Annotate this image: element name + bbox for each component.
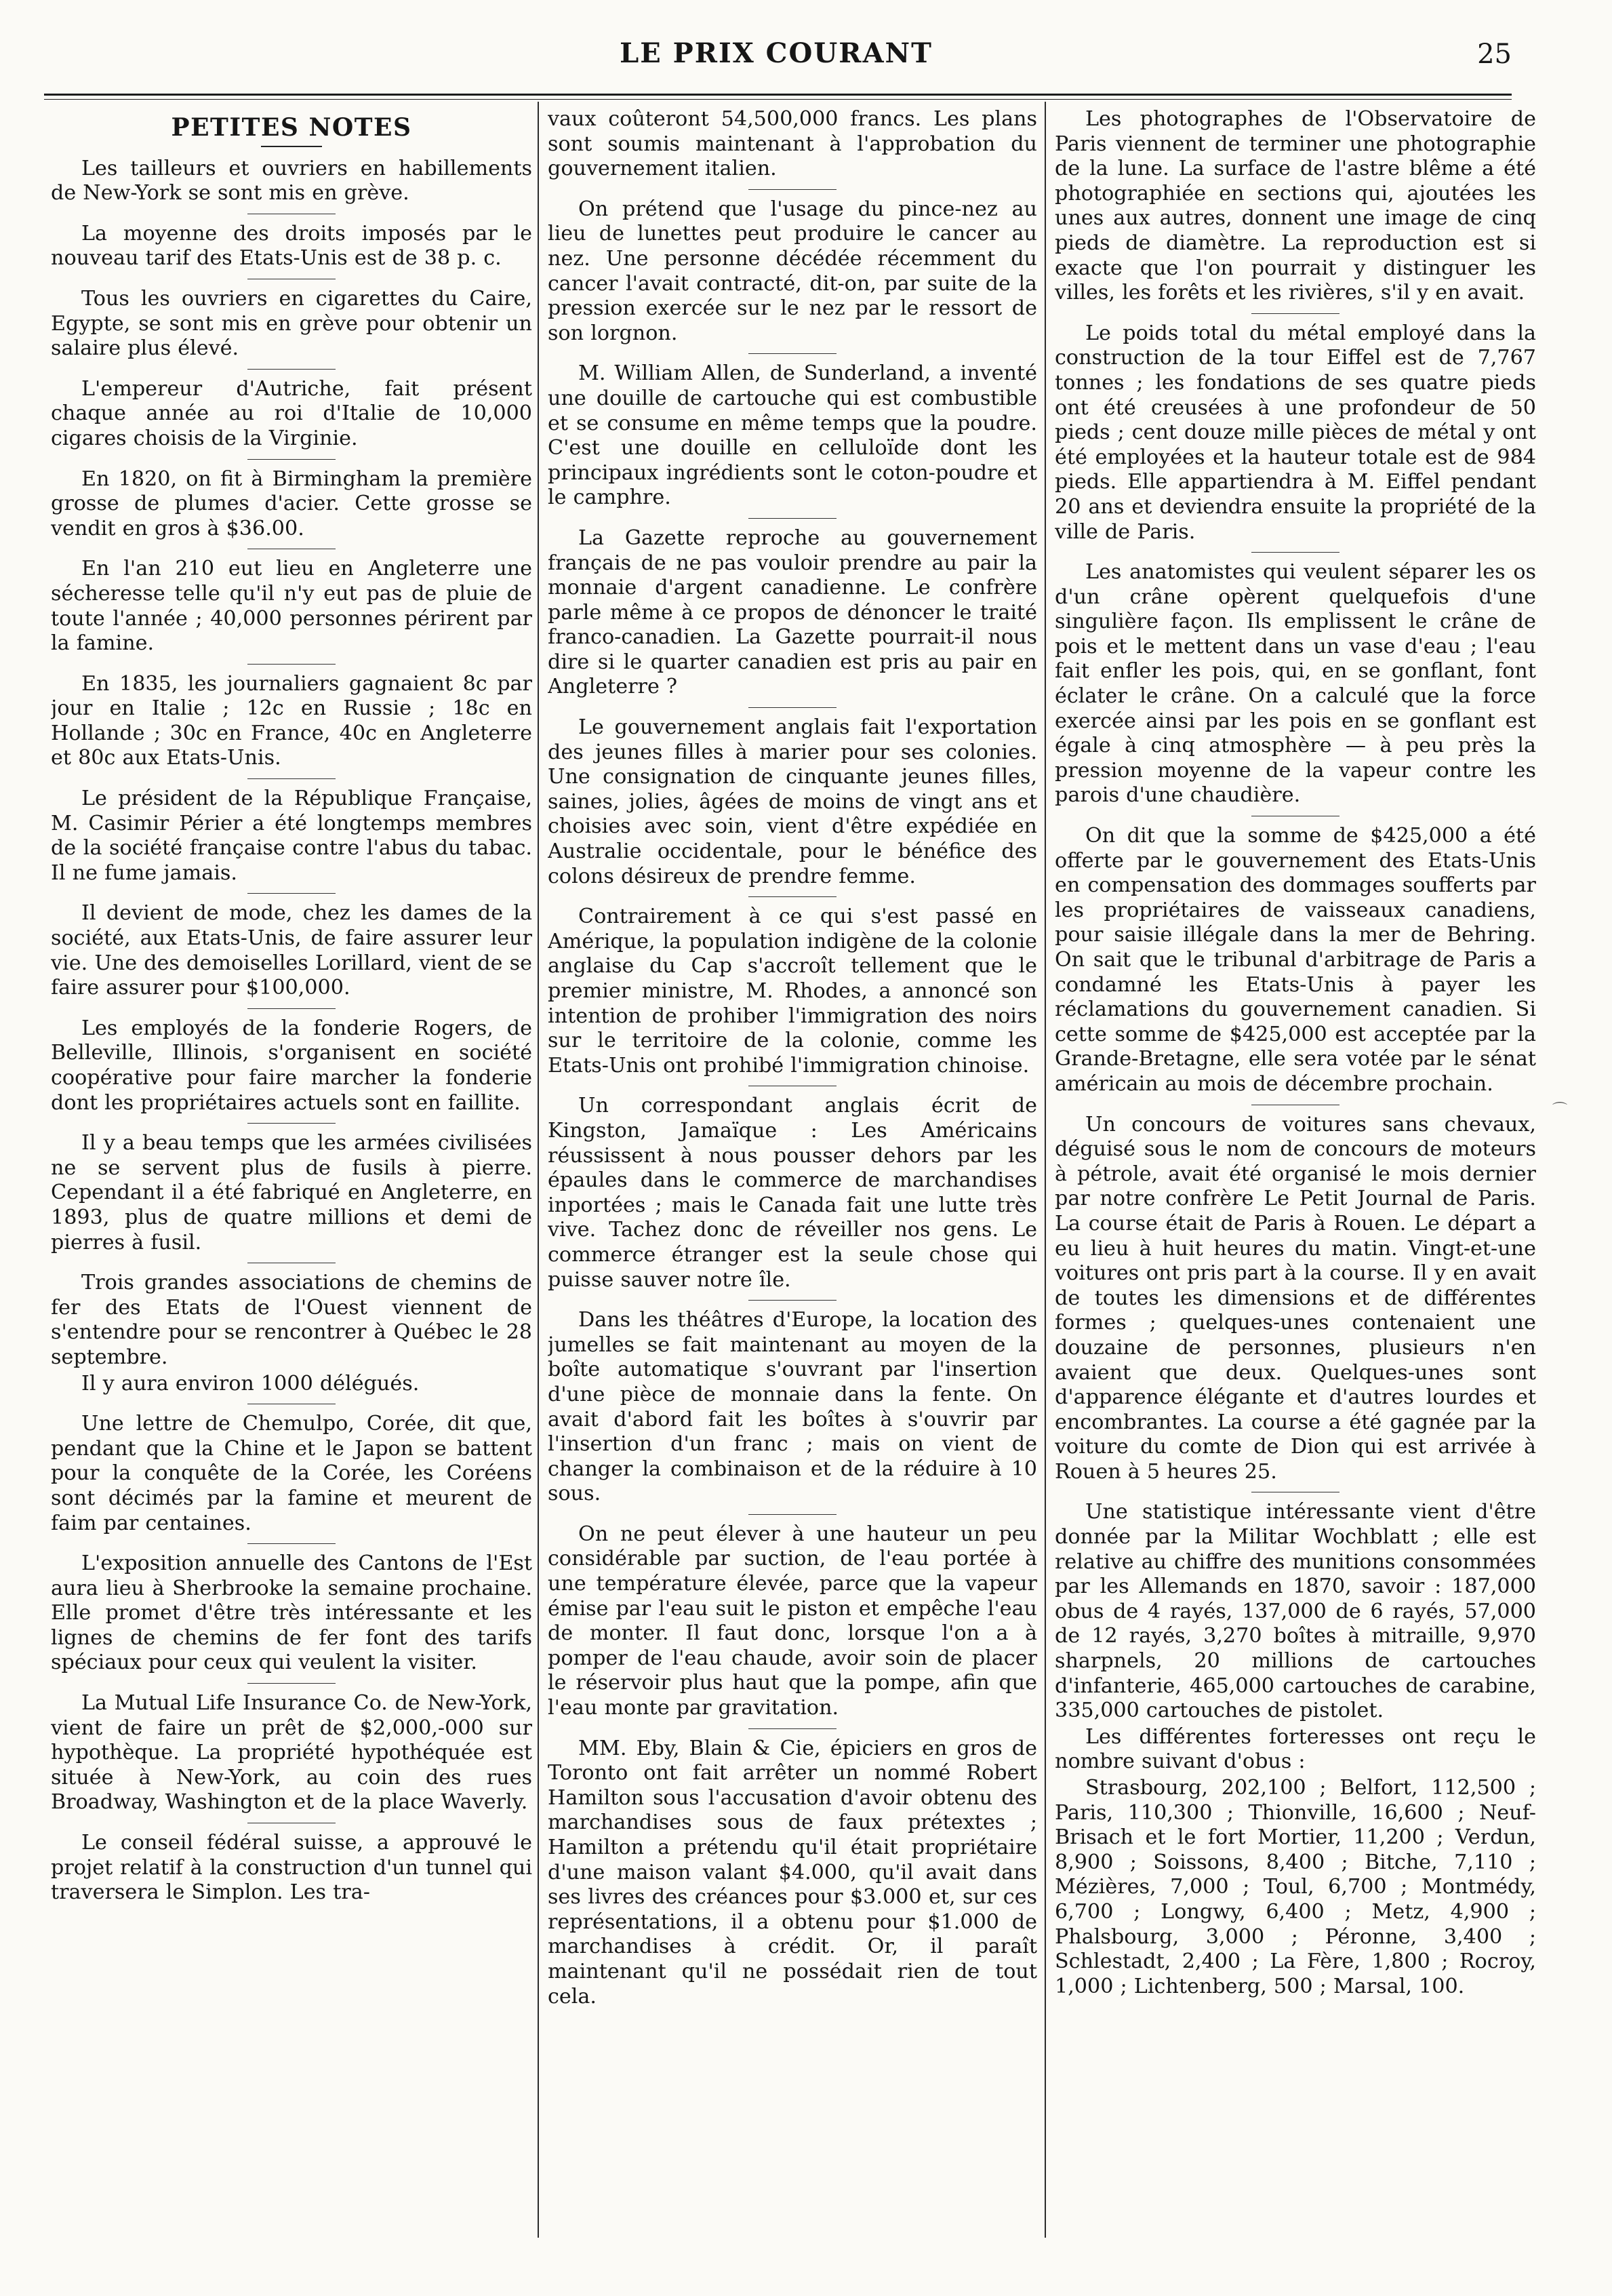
news-item-paragraph: Il devient de mode, chez les dames de la société, aux Etats-Unis, de faire assurer leur vie. Une des demoiselles Lorillard, vient de se faire assurer pour $100,000. <box>51 901 532 1000</box>
news-item-paragraph: Le conseil fédéral suisse, a approuvé le projet relatif à la construction d'un tunnel qui traversera le Simplon. Les tra- <box>51 1831 532 1905</box>
news-item-paragraph: La moyenne des droits imposés par le nouveau tarif des Etats-Unis est de 38 p. c. <box>51 221 532 271</box>
column-2 <box>548 107 1037 2243</box>
news-item <box>1055 321 1536 545</box>
news-item <box>548 1308 1037 1507</box>
news-item <box>548 107 1037 182</box>
news-item <box>51 672 532 771</box>
page-number: 25 <box>1477 39 1512 70</box>
header-rule-thin <box>44 99 1512 100</box>
news-item <box>548 715 1037 889</box>
news-item-paragraph: On ne peut élever à une hauteur un peu considérable par suction, de l'eau portée à une température élevée, parce que la vapeur émise par l'eau suit le piston et empêche l'eau de monter. Il faut donc, lorsque l'on a à pomper de l'eau chaude, avoir soin de placer le réservoir plus haut que la pompe, afin que l'eau monte par gravitation. <box>548 1522 1037 1720</box>
news-item <box>548 361 1037 511</box>
news-item <box>51 1831 532 1905</box>
item-separator <box>748 1728 837 1729</box>
news-item-paragraph: La Mutual Life Insurance Co. de New-York, vient de faire un prêt de $2,000,-000 sur hypothèque. La propriété hypothéquée est située à New-York, au coin des rues Broadway, Washington et de la place Waverly. <box>51 1691 532 1815</box>
column-3-items <box>1055 107 1536 1999</box>
item-separator <box>1251 552 1339 553</box>
news-item <box>51 1691 532 1815</box>
column-3 <box>1055 107 1536 2243</box>
news-item <box>548 1522 1037 1721</box>
news-item-paragraph: Un concours de voitures sans chevaux, déguisé sous le nom de concours de moteurs à pétrole, avait été organisé le mois dernier par notre confrère Le Petit Journal de Paris. La course était de Paris à Rouen. Le départ a eu lieu à huit heures du matin. Vingt-et-une voitures ont pris part à la course. Il y en avait de toutes les dimensions et de différentes formes ; quelques-unes contenaient une douzaine de personnes, plusieurs n'en avaient que deux. Quelques-unes sont d'apparence élégante et d'autres lourdes et encombrantes. La course a été gagnée par la voiture du comte de Dion qui est arrivée à Rouen à 5 heures 25. <box>1055 1112 1536 1484</box>
margin-mark: ⌒ <box>1552 1102 1568 1119</box>
news-item-paragraph: Les différentes forteresses ont reçu le nombre suivant d'obus : <box>1055 1724 1536 1774</box>
news-item <box>548 526 1037 700</box>
news-item <box>51 1551 532 1676</box>
item-separator <box>247 893 336 894</box>
news-item-paragraph: Trois grandes associations de chemins de fer des Etats de l'Ouest viennent de s'entendre pour se rencontrer à Québec le 28 septembre. <box>51 1271 532 1369</box>
news-item-paragraph: L'exposition annuelle des Cantons de l'Est aura lieu à Sherbrooke la semaine prochaine. Elle promet d'être très intéressante et les lignes de chemins de fer font des tarifs spéciaux pour ceux qui veulent la visiter. <box>51 1551 532 1675</box>
news-item-paragraph: Une lettre de Chemulpo, Corée, dit que, pendant que la Chine et le Japon se battent pour la conquête de la Corée, les Coréens sont décimés par la famine et meurent de faim par centaines. <box>51 1412 532 1535</box>
news-item-paragraph: Les anatomistes qui veulent séparer les os d'un crâne opèrent quelquefois d'une singulière façon. Ils emplissent le crâne de pois et le mettent dans un vase d'eau ; l'eau fait enfler les pois, qui, en se gonflant, font éclater le crâne. On a calculé que la force exercée ainsi par les pois en se gonflant est égale à cinq atmosphère — à peu près la pression moyenne de la vapeur contre les parois d'une chaudière. <box>1055 560 1536 808</box>
item-separator <box>748 707 837 708</box>
news-item <box>1055 107 1536 306</box>
news-item <box>51 222 532 271</box>
news-item <box>1055 560 1536 808</box>
news-item-paragraph: La Gazette reproche au gouvernement français de ne pas vouloir prendre au pair la monnaie d'argent canadienne. Le confrère parle même à ce propos de dénoncer le traité franco-canadien. La Gazette pourrait-il nous dire si le quarter canadien est pris au pair en Angleterre ? <box>548 526 1037 699</box>
item-separator <box>748 896 837 897</box>
news-item-paragraph: MM. Eby, Blain & Cie, épiciers en gros de Toronto ont fait arrêter un nommé Robert Hamilton sous l'accusation d'avoir obtenu des marchandises sous de faux prétextes ; Hamilton a prétendu qu'il était propriétaire d'une maison valant $4.000, qu'il avait dans ses livres des créances pour $3.000 et, sur ces représentations, il a obtenu pour $1.000 de marchandises à crédit. Or, il paraît maintenant qu'il ne possédait rien de tout cela. <box>548 1736 1037 2008</box>
news-item-paragraph: L'empereur d'Autriche, fait présent chaque année au roi d'Italie de 10,000 cigares choisis de la Virginie. <box>51 376 532 450</box>
column-1-items <box>51 157 532 1905</box>
news-item-paragraph: Il y aura environ 1000 délégués. <box>81 1371 420 1396</box>
column-2-items <box>548 107 1037 2009</box>
item-separator <box>247 459 336 460</box>
news-item <box>1055 1500 1536 1999</box>
news-item-paragraph: On dit que la somme de $425,000 a été offerte par le gouvernement des Etats-Unis en compensation des dommages soufferts par les propriétaires de vaisseaux canadiens, pour saisie illégale dans la mer de Behring. On sait que le tribunal d'arbitrage de Paris a condamné les Etats-Unis à payer les réclamations du gouvernement canadien. Si cette somme de $425,000 est acceptée par la Grande-Bretagne, elle sera votée par le sénat américain au mois de décembre prochain. <box>1055 824 1536 1096</box>
news-item-paragraph: vaux coûteront 54,500,000 francs. Les plans sont soumis maintenant à l'approbation du gouvernement italien. <box>548 107 1037 181</box>
header-rule-thick <box>44 94 1512 96</box>
news-item-paragraph: Les photographes de l'Observatoire de Paris viennent de terminer une photographie de la lune. La surface de l'astre blême a été photographiée en sections qui, ajoutées les unes aux autres, donnent une image de cinq pieds de diamètre. La reproduction est si exacte que l'on pourrait y distinguer les villes, les forêts et les rivières, s'il y en avait. <box>1055 107 1536 305</box>
item-separator <box>748 1514 837 1515</box>
news-item <box>51 787 532 886</box>
item-separator <box>247 1543 336 1544</box>
news-item-paragraph: On prétend que l'usage du pince-nez au lieu de lunettes peut produire le cancer au nez. Une personne décédée récemment du cancer l'avait contracté, dit-on, par suite de la pression exercée sur le nez par le ressort de son lorgnon. <box>548 197 1037 345</box>
news-item-paragraph: En l'an 210 eut lieu en Angleterre une sécheresse telle qu'il n'y eut pas de pluie de toute l'année ; 40,000 personnes périrent par la famine. <box>51 557 532 656</box>
running-title: LE PRIX COURANT <box>620 37 933 69</box>
news-item-paragraph: Un correspondant anglais écrit de Kingston, Jamaïque : Les Américains réussissent à nous pousser dehors par les épaules dans le commerce de marchandises inportées ; mais le Canada fait une lutte très vive. Tachez donc de réveiller nos gens. Le commerce étranger est la seule chose qui puisse sauver notre île. <box>548 1094 1037 1292</box>
news-item-paragraph: Les tailleurs et ouvriers en habillements de New-York se sont mis en grève. <box>51 156 532 205</box>
news-item <box>548 905 1037 1078</box>
news-item <box>548 1737 1037 2010</box>
news-item-paragraph: Strasbourg, 202,100 ; Belfort, 112,500 ; Paris, 110,300 ; Thionville, 16,600 ; Neuf-Brisach et le fort Mortier, 11,200 ; Verdun, 8,900 ; Soissons, 8,400 ; Bitche, 7,110 ; Mézières, 7,000 ; Toul, 6,700 ; Montmédy, 6,700 ; Longwy, 6,400 ; Metz, 4,900 ; Phalsbourg, 3,000 ; Péronne, 3,400 ; Schlestadt, 2,400 ; La Fère, 1,800 ; Rocroy, 1,000 ; Lichtenberg, 500 ; Marsal, 100. <box>1055 1776 1536 1998</box>
news-item <box>1055 1113 1536 1485</box>
news-item-paragraph: Contrairement à ce qui s'est passé en Amérique, la population indigène de la colonie anglaise du Cap s'accroît tellement que le premier ministre, M. Rhodes, a annoncé son intention de prohiber l'immigration des noirs sur le territoire de la colonie, comme les Etats-Unis ont prohibé l'immigration chinoise. <box>548 905 1037 1077</box>
item-separator <box>247 369 336 370</box>
news-item <box>51 467 532 542</box>
column-1 <box>51 107 532 2243</box>
item-separator <box>247 778 336 779</box>
section-title-rule <box>261 146 322 147</box>
news-item-paragraph: En 1835, les journaliers gagnaient 8c par jour en Italie ; 12c en Russie ; 18c en Hollande ; 30c en France, 40c en Angleterre et 80c aux Etats-Unis. <box>51 671 532 770</box>
item-separator <box>247 1683 336 1684</box>
news-item <box>51 287 532 361</box>
news-item-paragraph: Le poids total du métal employé dans la construction de la tour Eiffel est de 7,767 tonnes ; les fondations de ses quatre pieds ont été creusées à une profondeur de 50 pieds ; cent douze mille pièces de métal y ont été employées et la hauteur totale est de 984 pieds. Elle appartiendra à M. Eiffel pendant 20 ans et deviendra ensuite la propriété de la ville de Paris. <box>1055 321 1536 544</box>
news-item <box>51 1016 532 1115</box>
news-item <box>51 557 532 656</box>
news-item-paragraph: Le gouvernement anglais fait l'exportation des jeunes filles à marier pour ses colonies. Une consignation de cinquante jeunes filles, saines, jolies, âgées de moins de vingt ans et choisies avec soin, vient d'être expédiée en Australie occidentale, pour le bénéfice des colons désireux de prendre femme. <box>548 715 1037 888</box>
column-divider-1 <box>538 102 539 2238</box>
section-title: PETITES NOTES <box>171 113 412 142</box>
item-separator <box>247 1008 336 1009</box>
item-separator <box>1251 313 1339 314</box>
news-item <box>51 1412 532 1536</box>
news-item-paragraph: En 1820, on fit à Birmingham la première grosse de plumes d'acier. Cette grosse se vendit en gros à $36.00. <box>51 467 532 540</box>
news-item <box>51 377 532 452</box>
item-separator <box>247 1123 336 1124</box>
item-separator <box>748 353 837 354</box>
news-item-paragraph: Les employés de la fonderie Rogers, de Belleville, Illinois, s'organisent en société coopérative pour faire marcher la fonderie dont les propriétaires actuels sont en faillite. <box>51 1016 532 1115</box>
news-item-paragraph: Tous les ouvriers en cigarettes du Caire, Egypte, se sont mis en grève pour obtenir un salaire plus élevé. <box>51 286 532 361</box>
news-item <box>51 1271 532 1396</box>
page-header <box>41 37 1512 78</box>
news-item-paragraph: Il y a beau temps que les armées civilisées ne se servent plus de fusils à pierre. Cependant il a été fabriqué en Angleterre, en 1893, plus de quatre millions et demi de pierres à fusil. <box>51 1131 532 1254</box>
news-item <box>1055 824 1536 1097</box>
item-separator <box>748 189 837 190</box>
item-separator <box>247 664 336 665</box>
news-item <box>51 157 532 206</box>
news-item <box>51 1131 532 1255</box>
news-item-paragraph: M. William Allen, de Sunderland, a inventé une douille de cartouche qui est combustible et se consume en même temps que la poudre. C'est une douille en celluloïde dont les principaux ingrédients sont le coton-poudre et le camphre. <box>548 361 1037 510</box>
news-item-paragraph: Le président de la République Française, M. Casimir Périer a été longtemps membres de la société française contre l'abus du tabac. Il ne fume jamais. <box>51 787 532 885</box>
news-item-paragraph: Une statistique intéressante vient d'être donnée par la Militar Wochblatt ; elle est relative au chiffre des munitions consommées par les Allemands en 1870, savoir : 187,000 obus de 4 rayés, 137,000 de 6 rayés, 57,000 de 12 rayés, 3,270 boîtes à mitraille, 9,970 sharpnels, 20 millions de cartouches d'infanterie, 465,000 cartouches de carabine, 335,000 cartouches de pistolet. <box>1055 1500 1536 1723</box>
item-separator <box>748 518 837 519</box>
column-divider-2 <box>1045 102 1046 2238</box>
item-separator <box>748 1300 837 1301</box>
news-item <box>548 1094 1037 1292</box>
news-item-paragraph: Dans les théâtres d'Europe, la location des jumelles se fait maintenant au moyen de la boîte automatique s'ouvrant par l'insertion d'une pièce de monnaie dans la fente. On avait d'abord fait les boîtes à s'ouvrir par l'insertion d'un franc ; mais on vient de changer la combinaison et de la réduire à 10 sous. <box>548 1308 1037 1506</box>
news-item <box>51 901 532 1000</box>
news-item <box>548 197 1037 347</box>
